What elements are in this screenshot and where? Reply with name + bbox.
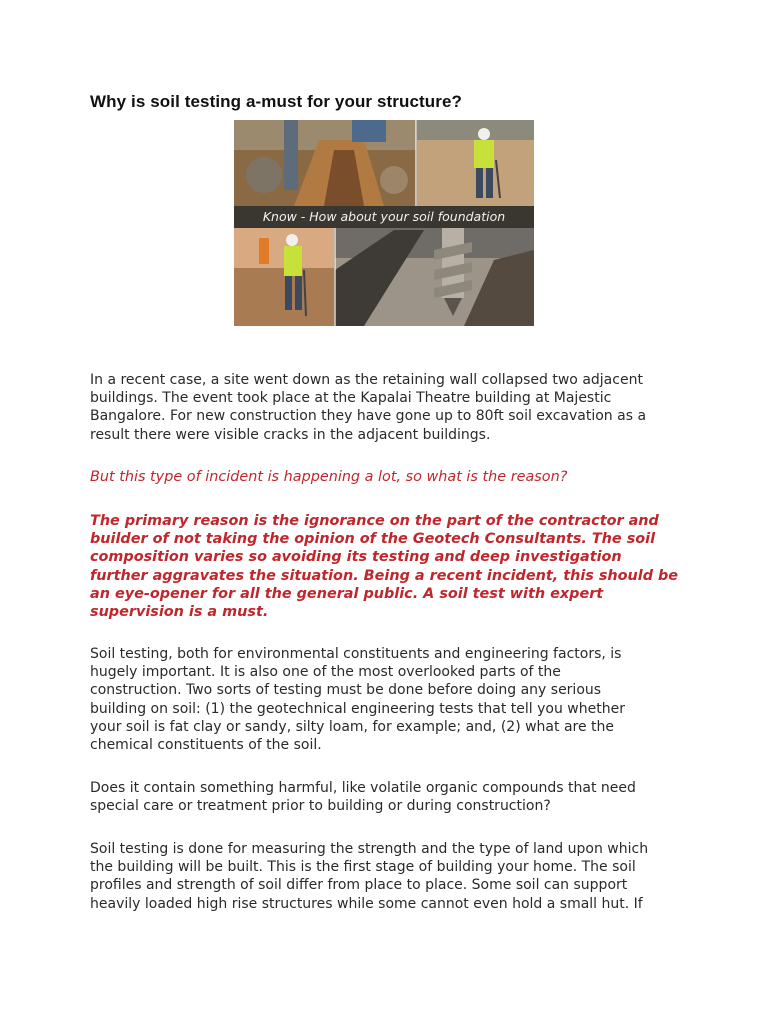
text-line: buildings. The event took place at the Kapalai Theatre building at Majestic: [90, 390, 612, 407]
text-line: In a recent case, a site went down as the retaining wall collapsed two adjacent: [90, 372, 643, 388]
text-line: profiles and strength of soil differ from place to place. Some soil can support: [90, 877, 628, 894]
text-line: further aggravates the situation. Being a recent incident, this should be: [90, 567, 679, 584]
text-line: building on soil: (1) the geotechnical engineering tests that tell you whether: [90, 700, 625, 717]
text-line: But this type of incident is happening a lot, so what is the reason?: [90, 469, 568, 485]
text-line: Soil testing is done for measuring the strength and the type of land upon which: [90, 841, 649, 857]
text-line: an eye-opener for all the general public. A soil test with expert: [90, 585, 604, 602]
image-caption: Know - How about your soil foundation: [234, 206, 534, 228]
strength-paragraph: [90, 840, 680, 913]
text-line: construction. Two sorts of testing must be done before doing any serious: [90, 682, 602, 699]
question-highlight: [90, 468, 690, 486]
testing-paragraph: [90, 645, 680, 754]
text-line: composition varies so avoiding its testing and deep investigation: [90, 549, 622, 566]
text-line: The primary reason is the ignorance on the part of the contractor and: [90, 513, 659, 529]
harmful-paragraph: [90, 779, 680, 815]
text-line: heavily loaded high rise structures while some cannot even hold a small hut. If: [90, 895, 643, 912]
text-line: the building will be built. This is the first stage of building your home. The soil: [90, 859, 636, 876]
soil-testing-photo-collage: [234, 120, 534, 326]
text-line: Bangalore. For new construction they have gone up to 80ft soil excavation as a: [90, 408, 647, 425]
text-line: result there were visible cracks in the adjacent buildings.: [90, 426, 491, 443]
text-line: chemical constituents of the soil.: [90, 737, 322, 754]
text-line: your soil is fat clay or sandy, silty loam, for example; and, (2) what are the: [90, 718, 615, 735]
text-line: hugely important. It is also one of the most overlooked parts of the: [90, 664, 561, 681]
text-line: supervision is a must.: [90, 604, 269, 621]
reason-highlight: [90, 512, 690, 621]
article-title: Why is soil testing a-must for your structure?: [90, 92, 463, 111]
intro-paragraph: [90, 371, 680, 444]
text-line: special care or treatment prior to building or during construction?: [90, 798, 551, 815]
text-line: Soil testing, both for environmental constituents and engineering factors, is: [90, 646, 622, 662]
text-line: builder of not taking the opinion of the Geotech Consultants. The soil: [90, 531, 656, 548]
text-line: Does it contain something harmful, like volatile organic compounds that need: [90, 780, 636, 796]
